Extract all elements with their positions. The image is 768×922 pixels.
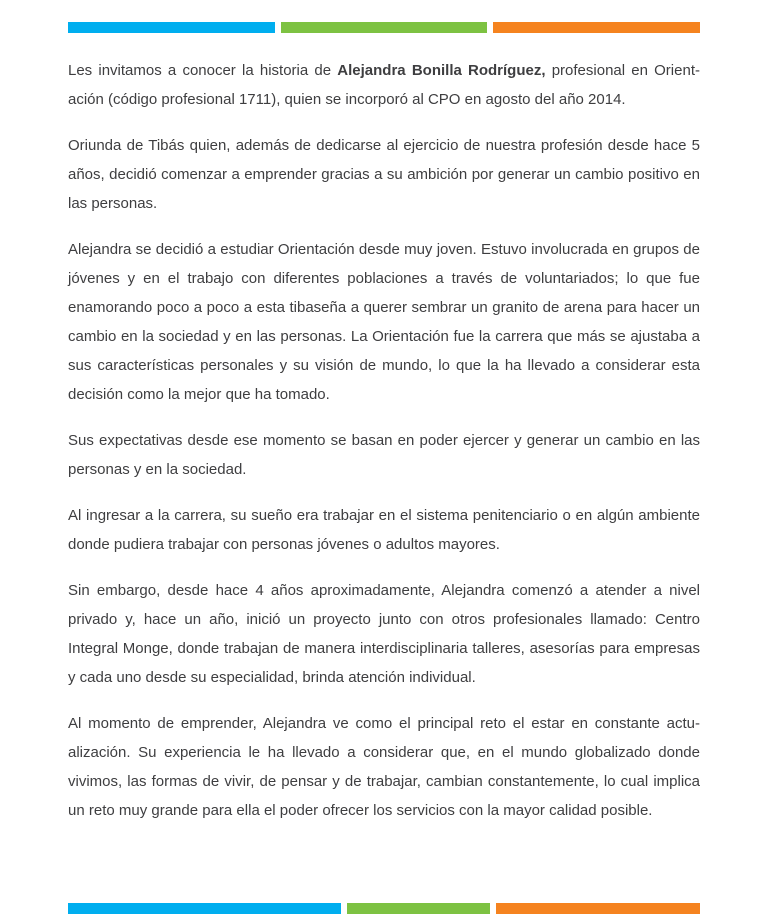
paragraph-project: Sin embargo, desde hace 4 años aproximadamente, Alejandra comenzó a atender a nivel privado y, hace un año, inició un proyecto junto con otros profesionales llamado: Centro Integral Monge, donde trabajan de manera interdisciplinaria talleres, asesorías para empresas y cada uno desde su especialidad, brinda atención individual. bbox=[68, 582, 700, 686]
bottom-bar-orange-segment bbox=[496, 903, 700, 914]
bottom-bar-green-segment bbox=[347, 903, 490, 914]
top-bar-blue-segment bbox=[68, 22, 275, 33]
paragraph-origin: Oriunda de Tibás quien, además de dedicarse al ejercicio de nuestra profesión desde hace 5 años, decidió comenzar a emprender gracias a su ambición por generar un cambio positivo en las personas. bbox=[68, 137, 700, 212]
paragraph-expectations: Sus expectativas desde ese momento se basan en poder ejercer y generar un cambio en las personas y en la sociedad. bbox=[68, 432, 700, 478]
bottom-divider-bar bbox=[68, 903, 700, 914]
top-divider-bar bbox=[68, 22, 700, 33]
paragraph-challenge: Al momento de emprender, Alejandra ve como el principal reto el estar en constante actualización. Su experiencia le ha llevado a considerar que, en el mundo globalizado donde vivimos, las formas de vivir, de pensar y de trabajar, cambian constantemente, lo cual implica un reto muy grande para ella el poder ofrecer los servicios con la mayor calidad posible. bbox=[68, 715, 700, 819]
intro-text-after: profesional en Orientación (código profesional 1711), quien se incorporó al CPO en agosto del año 2014. bbox=[68, 62, 700, 108]
intro-text-before: Les invitamos a conocer la historia de bbox=[68, 62, 338, 79]
bottom-bar-blue-segment bbox=[68, 903, 341, 914]
article-body bbox=[68, 56, 700, 825]
paragraph-vocation: Alejandra se decidió a estudiar Orientación desde muy joven. Estuvo involucrada en grupos de jóvenes y en el trabajo con diferentes poblaciones a través de voluntariados; lo que fue enamorando poco a poco a esta tibaseña a querer sembrar un granito de arena para hacer un cambio en la sociedad y en las personas. La Orientación fue la carrera que más se ajustaba a sus características personales y su visión de mundo, lo que la ha llevado a considerar esta decisión como la mejor que ha tomado. bbox=[68, 241, 700, 403]
person-name: Alejandra Bonilla Rodríguez, bbox=[337, 62, 546, 79]
intro-paragraph bbox=[68, 56, 700, 114]
top-bar-green-segment bbox=[281, 22, 487, 33]
top-bar-orange-segment bbox=[493, 22, 700, 33]
paragraph-dream: Al ingresar a la carrera, su sueño era trabajar en el sistema penitenciario o en algún ambiente donde pudiera trabajar con personas jóvenes o adultos mayores. bbox=[68, 507, 700, 553]
